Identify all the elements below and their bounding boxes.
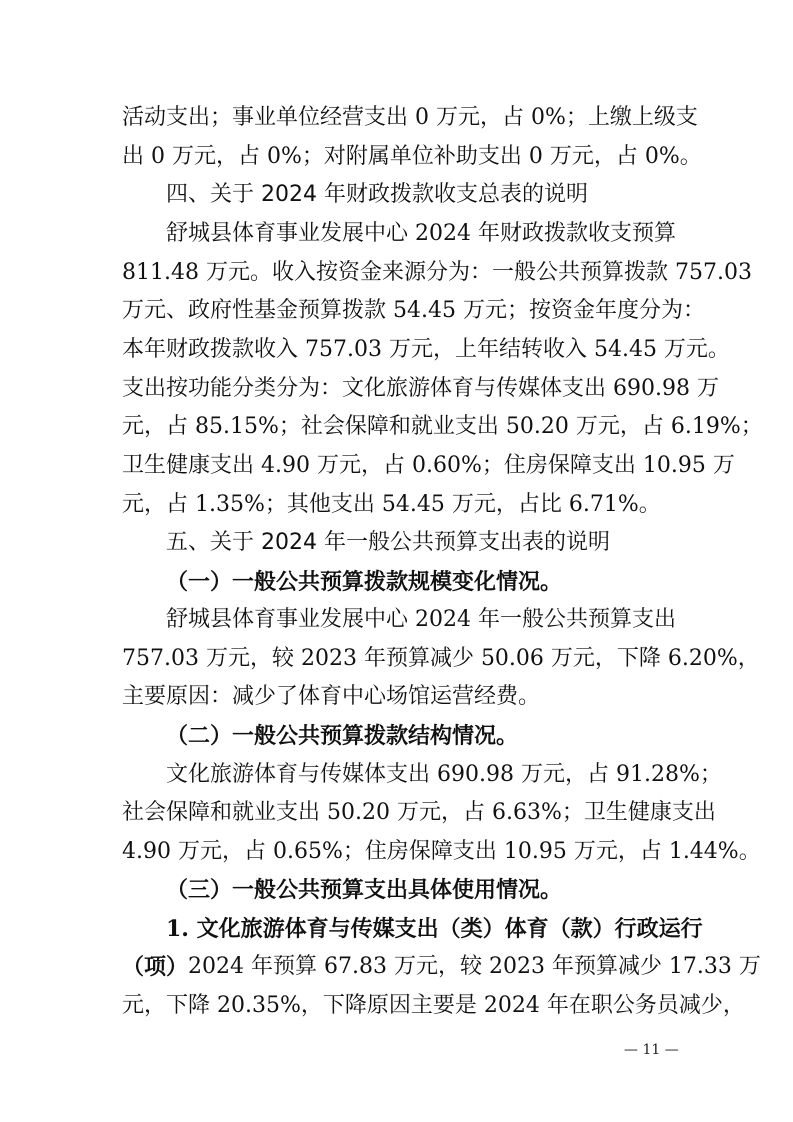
body-text-line: 舒城县体育事业发展中心 2024 年财政拨款收支预算 xyxy=(166,221,676,246)
body-text-line xyxy=(122,952,761,982)
section-heading-4: 四、关于 2024 年财政拨款收支总表的说明 xyxy=(166,182,588,207)
body-text-line: 主要原因：减少了体育中心场馆运营经费。 xyxy=(122,684,541,709)
body-text-line: 4.90 万元，占 0.65%；住房保障支出 10.95 万元，占 1.44%。 xyxy=(122,839,761,864)
body-text-line: 文化旅游体育与传媒体支出 690.98 万元，占 91.28%； xyxy=(166,762,722,787)
body-text-line: 社会保障和就业支出 50.20 万元，占 6.63%；卫生健康支出 xyxy=(122,800,716,825)
subheading-1: （一）一般公共预算拨款规模变化情况。 xyxy=(166,569,563,595)
body-text-line: 757.03 万元，较 2023 年预算减少 50.06 万元，下降 6.20%， xyxy=(122,646,760,671)
subheading-2: （二）一般公共预算拨款结构情况。 xyxy=(166,723,519,749)
body-text-line: 元，下降 20.35%，下降原因主要是 2024 年在职公务员减少， xyxy=(122,993,745,1018)
body-text-line: 卫生健康支出 4.90 万元，占 0.60%；住房保障支出 10.95 万 xyxy=(122,453,735,478)
body-text-line: 万元、政府性基金预算拨款 54.45 万元；按资金年度分为： xyxy=(122,298,705,323)
section-heading-5: 五、关于 2024 年一般公共预算支出表的说明 xyxy=(166,530,610,555)
body-text-line: 元，占 85.15%；社会保障和就业支出 50.20 万元，占 6.19%； xyxy=(122,414,763,439)
body-text-line: 出 0 万元，占 0%；对附属单位补助支出 0 万元，占 0%。 xyxy=(122,144,702,169)
body-text-line: 舒城县体育事业发展中心 2024 年一般公共预算支出 xyxy=(166,607,676,632)
body-text-line: 活动支出；事业单位经营支出 0 万元，占 0%；上缴上级支 xyxy=(122,105,698,130)
body-text-line: 本年财政拨款收入 757.03 万元，上年结转收入 54.45 万元。 xyxy=(122,337,730,362)
item-heading-1: 1. 文化旅游体育与传媒支出（类）体育（款）行政运行 xyxy=(166,916,703,942)
page-number: — 11 — xyxy=(624,1042,679,1058)
body-text-line: 811.48 万元。收入按资金来源分为：一般公共预算拨款 757.03 xyxy=(122,260,752,285)
subheading-3: （三）一般公共预算支出具体使用情况。 xyxy=(166,877,563,903)
body-text-fragment: 2024 年预算 67.83 万元，较 2023 年预算减少 17.33 万 xyxy=(188,954,761,979)
item-heading-continuation: （项） xyxy=(122,954,189,980)
body-text-line: 元，占 1.35%；其他支出 54.45 万元，占比 6.71%。 xyxy=(122,492,661,517)
body-text-line: 支出按功能分类分为：文化旅游体育与传媒体支出 690.98 万 xyxy=(122,376,719,401)
